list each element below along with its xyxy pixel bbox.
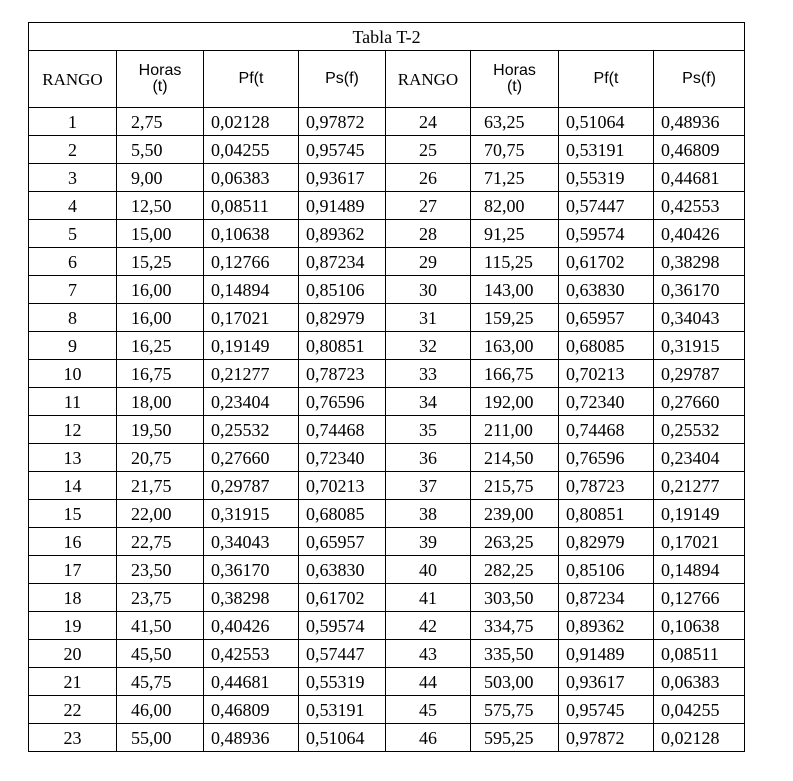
table-row xyxy=(29,332,745,360)
cell-pf: 0,29787 xyxy=(204,472,299,500)
cell-horas: 23,50 xyxy=(117,556,204,584)
cell-ps-2: 0,23404 xyxy=(654,444,745,472)
cell-rango-2: 24 xyxy=(386,108,471,136)
cell-horas: 22,00 xyxy=(117,500,204,528)
cell-ps-2: 0,34043 xyxy=(654,304,745,332)
cell-pf: 0,14894 xyxy=(204,276,299,304)
cell-ps: 0,82979 xyxy=(299,304,386,332)
cell-pf: 0,34043 xyxy=(204,528,299,556)
table-row xyxy=(29,472,745,500)
cell-rango: 15 xyxy=(29,500,117,528)
cell-pf: 0,36170 xyxy=(204,556,299,584)
cell-horas-2: 282,25 xyxy=(471,556,559,584)
table-row xyxy=(29,388,745,416)
table-row xyxy=(29,640,745,668)
cell-ps-2: 0,27660 xyxy=(654,388,745,416)
cell-pf-2: 0,74468 xyxy=(559,416,654,444)
cell-rango-2: 37 xyxy=(386,472,471,500)
cell-pf-2: 0,93617 xyxy=(559,668,654,696)
cell-horas: 18,00 xyxy=(117,388,204,416)
table-row xyxy=(29,724,745,752)
cell-horas-2: 143,00 xyxy=(471,276,559,304)
cell-ps: 0,76596 xyxy=(299,388,386,416)
cell-horas: 55,00 xyxy=(117,724,204,752)
table-row xyxy=(29,668,745,696)
data-table xyxy=(28,22,745,752)
cell-horas-2: 263,25 xyxy=(471,528,559,556)
cell-ps-2: 0,48936 xyxy=(654,108,745,136)
cell-horas-2: 214,50 xyxy=(471,444,559,472)
cell-horas-2: 70,75 xyxy=(471,136,559,164)
cell-horas-2: 334,75 xyxy=(471,612,559,640)
cell-horas-2: 239,00 xyxy=(471,500,559,528)
cell-horas: 16,75 xyxy=(117,360,204,388)
cell-rango: 12 xyxy=(29,416,117,444)
cell-ps: 0,78723 xyxy=(299,360,386,388)
header-horas-line2: (t) xyxy=(152,78,168,95)
cell-rango-2: 36 xyxy=(386,444,471,472)
cell-pf: 0,19149 xyxy=(204,332,299,360)
cell-pf-2: 0,63830 xyxy=(559,276,654,304)
table-row xyxy=(29,360,745,388)
cell-rango: 4 xyxy=(29,192,117,220)
header-rango-2: RANGO xyxy=(386,51,471,108)
header-horas-line1: Horas xyxy=(138,62,182,79)
table-row xyxy=(29,612,745,640)
cell-pf-2: 0,80851 xyxy=(559,500,654,528)
cell-rango: 7 xyxy=(29,276,117,304)
cell-horas-2: 211,00 xyxy=(471,416,559,444)
cell-pf-2: 0,82979 xyxy=(559,528,654,556)
cell-ps: 0,51064 xyxy=(299,724,386,752)
cell-horas: 12,50 xyxy=(117,192,204,220)
cell-rango: 22 xyxy=(29,696,117,724)
table-row xyxy=(29,528,745,556)
cell-ps-2: 0,36170 xyxy=(654,276,745,304)
cell-pf-2: 0,68085 xyxy=(559,332,654,360)
table-row xyxy=(29,304,745,332)
cell-rango-2: 32 xyxy=(386,332,471,360)
cell-ps-2: 0,42553 xyxy=(654,192,745,220)
cell-horas-2: 503,00 xyxy=(471,668,559,696)
cell-ps: 0,65957 xyxy=(299,528,386,556)
cell-horas: 9,00 xyxy=(117,164,204,192)
cell-pf-2: 0,61702 xyxy=(559,248,654,276)
cell-horas: 22,75 xyxy=(117,528,204,556)
cell-rango-2: 34 xyxy=(386,388,471,416)
cell-rango: 3 xyxy=(29,164,117,192)
cell-rango: 21 xyxy=(29,668,117,696)
cell-rango-2: 30 xyxy=(386,276,471,304)
header-rango: RANGO xyxy=(29,51,117,108)
cell-rango: 20 xyxy=(29,640,117,668)
cell-rango: 19 xyxy=(29,612,117,640)
header-pf: Pf(t xyxy=(204,51,299,108)
cell-rango: 2 xyxy=(29,136,117,164)
cell-pf: 0,40426 xyxy=(204,612,299,640)
cell-rango: 14 xyxy=(29,472,117,500)
cell-rango-2: 42 xyxy=(386,612,471,640)
cell-pf-2: 0,85106 xyxy=(559,556,654,584)
cell-rango-2: 41 xyxy=(386,584,471,612)
cell-pf: 0,25532 xyxy=(204,416,299,444)
cell-horas-2: 159,25 xyxy=(471,304,559,332)
cell-rango: 11 xyxy=(29,388,117,416)
cell-horas: 45,50 xyxy=(117,640,204,668)
cell-rango-2: 46 xyxy=(386,724,471,752)
cell-rango-2: 45 xyxy=(386,696,471,724)
cell-pf: 0,31915 xyxy=(204,500,299,528)
cell-rango: 6 xyxy=(29,248,117,276)
cell-pf-2: 0,87234 xyxy=(559,584,654,612)
cell-pf: 0,12766 xyxy=(204,248,299,276)
cell-horas-2: 215,75 xyxy=(471,472,559,500)
cell-rango-2: 31 xyxy=(386,304,471,332)
cell-pf-2: 0,89362 xyxy=(559,612,654,640)
cell-pf-2: 0,59574 xyxy=(559,220,654,248)
cell-horas-2: 115,25 xyxy=(471,248,559,276)
cell-ps-2: 0,46809 xyxy=(654,136,745,164)
table-row xyxy=(29,444,745,472)
cell-horas: 16,00 xyxy=(117,304,204,332)
cell-rango-2: 33 xyxy=(386,360,471,388)
cell-ps: 0,72340 xyxy=(299,444,386,472)
cell-ps-2: 0,06383 xyxy=(654,668,745,696)
cell-rango-2: 27 xyxy=(386,192,471,220)
cell-ps: 0,93617 xyxy=(299,164,386,192)
cell-horas-2: 192,00 xyxy=(471,388,559,416)
cell-horas: 41,50 xyxy=(117,612,204,640)
title-row xyxy=(29,23,745,51)
cell-pf-2: 0,55319 xyxy=(559,164,654,192)
table-row xyxy=(29,108,745,136)
cell-rango: 1 xyxy=(29,108,117,136)
cell-ps-2: 0,44681 xyxy=(654,164,745,192)
cell-horas-2: 575,75 xyxy=(471,696,559,724)
cell-horas-2: 166,75 xyxy=(471,360,559,388)
cell-pf: 0,21277 xyxy=(204,360,299,388)
cell-horas: 15,00 xyxy=(117,220,204,248)
table-row xyxy=(29,416,745,444)
cell-horas: 15,25 xyxy=(117,248,204,276)
cell-pf: 0,17021 xyxy=(204,304,299,332)
cell-rango: 10 xyxy=(29,360,117,388)
cell-ps: 0,91489 xyxy=(299,192,386,220)
cell-ps: 0,53191 xyxy=(299,696,386,724)
cell-pf-2: 0,76596 xyxy=(559,444,654,472)
table-row xyxy=(29,556,745,584)
cell-rango-2: 28 xyxy=(386,220,471,248)
table-row xyxy=(29,500,745,528)
cell-rango: 18 xyxy=(29,584,117,612)
table-row xyxy=(29,584,745,612)
cell-pf: 0,06383 xyxy=(204,164,299,192)
cell-pf-2: 0,51064 xyxy=(559,108,654,136)
cell-ps-2: 0,31915 xyxy=(654,332,745,360)
header-ps: Ps(f) xyxy=(299,51,386,108)
cell-horas-2: 82,00 xyxy=(471,192,559,220)
cell-rango: 16 xyxy=(29,528,117,556)
cell-rango: 5 xyxy=(29,220,117,248)
cell-rango: 13 xyxy=(29,444,117,472)
cell-horas: 45,75 xyxy=(117,668,204,696)
cell-ps: 0,61702 xyxy=(299,584,386,612)
cell-ps: 0,85106 xyxy=(299,276,386,304)
cell-horas: 21,75 xyxy=(117,472,204,500)
cell-ps: 0,95745 xyxy=(299,136,386,164)
cell-pf-2: 0,53191 xyxy=(559,136,654,164)
cell-ps-2: 0,10638 xyxy=(654,612,745,640)
header-horas-2 xyxy=(471,51,559,108)
cell-horas: 46,00 xyxy=(117,696,204,724)
cell-ps: 0,89362 xyxy=(299,220,386,248)
cell-pf: 0,48936 xyxy=(204,724,299,752)
cell-rango-2: 25 xyxy=(386,136,471,164)
header-pf-2: Pf(t xyxy=(559,51,654,108)
cell-horas-2: 335,50 xyxy=(471,640,559,668)
cell-pf-2: 0,72340 xyxy=(559,388,654,416)
cell-ps-2: 0,04255 xyxy=(654,696,745,724)
cell-horas: 16,25 xyxy=(117,332,204,360)
cell-ps: 0,57447 xyxy=(299,640,386,668)
cell-rango-2: 40 xyxy=(386,556,471,584)
cell-pf: 0,23404 xyxy=(204,388,299,416)
header-ps-2: Ps(f) xyxy=(654,51,745,108)
cell-pf-2: 0,57447 xyxy=(559,192,654,220)
cell-rango-2: 35 xyxy=(386,416,471,444)
header-row xyxy=(29,51,745,108)
cell-horas: 5,50 xyxy=(117,136,204,164)
cell-pf: 0,08511 xyxy=(204,192,299,220)
cell-horas: 19,50 xyxy=(117,416,204,444)
cell-pf: 0,27660 xyxy=(204,444,299,472)
cell-rango: 17 xyxy=(29,556,117,584)
cell-ps-2: 0,29787 xyxy=(654,360,745,388)
cell-horas-2: 303,50 xyxy=(471,584,559,612)
cell-horas-2: 595,25 xyxy=(471,724,559,752)
cell-ps: 0,59574 xyxy=(299,612,386,640)
cell-horas: 2,75 xyxy=(117,108,204,136)
cell-ps-2: 0,08511 xyxy=(654,640,745,668)
cell-ps-2: 0,40426 xyxy=(654,220,745,248)
cell-pf: 0,38298 xyxy=(204,584,299,612)
cell-ps: 0,68085 xyxy=(299,500,386,528)
cell-ps: 0,74468 xyxy=(299,416,386,444)
cell-ps: 0,55319 xyxy=(299,668,386,696)
cell-pf: 0,02128 xyxy=(204,108,299,136)
cell-horas-2: 91,25 xyxy=(471,220,559,248)
header-horas-2-line1: Horas xyxy=(493,62,536,79)
cell-pf-2: 0,78723 xyxy=(559,472,654,500)
cell-pf: 0,10638 xyxy=(204,220,299,248)
cell-ps: 0,70213 xyxy=(299,472,386,500)
cell-rango-2: 26 xyxy=(386,164,471,192)
cell-ps-2: 0,02128 xyxy=(654,724,745,752)
cell-ps: 0,97872 xyxy=(299,108,386,136)
table-row xyxy=(29,248,745,276)
cell-pf-2: 0,91489 xyxy=(559,640,654,668)
cell-ps: 0,63830 xyxy=(299,556,386,584)
cell-horas: 20,75 xyxy=(117,444,204,472)
cell-horas-2: 163,00 xyxy=(471,332,559,360)
cell-rango-2: 44 xyxy=(386,668,471,696)
table-row xyxy=(29,164,745,192)
cell-pf-2: 0,65957 xyxy=(559,304,654,332)
cell-horas: 16,00 xyxy=(117,276,204,304)
cell-rango-2: 43 xyxy=(386,640,471,668)
cell-horas: 23,75 xyxy=(117,584,204,612)
cell-ps-2: 0,14894 xyxy=(654,556,745,584)
cell-ps-2: 0,19149 xyxy=(654,500,745,528)
cell-pf: 0,42553 xyxy=(204,640,299,668)
cell-ps: 0,87234 xyxy=(299,248,386,276)
cell-ps-2: 0,25532 xyxy=(654,416,745,444)
cell-ps: 0,80851 xyxy=(299,332,386,360)
table-body xyxy=(29,108,745,752)
cell-ps-2: 0,12766 xyxy=(654,584,745,612)
table-row xyxy=(29,220,745,248)
header-horas xyxy=(117,51,204,108)
cell-pf: 0,46809 xyxy=(204,696,299,724)
cell-rango: 9 xyxy=(29,332,117,360)
cell-pf-2: 0,97872 xyxy=(559,724,654,752)
cell-ps-2: 0,17021 xyxy=(654,528,745,556)
table-row xyxy=(29,696,745,724)
cell-pf-2: 0,70213 xyxy=(559,360,654,388)
table-title: Tabla T-2 xyxy=(29,23,745,51)
cell-horas-2: 71,25 xyxy=(471,164,559,192)
cell-ps-2: 0,38298 xyxy=(654,248,745,276)
table-row xyxy=(29,136,745,164)
cell-rango: 8 xyxy=(29,304,117,332)
header-horas-2-line2: (t) xyxy=(506,78,523,95)
cell-pf-2: 0,95745 xyxy=(559,696,654,724)
cell-rango-2: 39 xyxy=(386,528,471,556)
cell-pf: 0,04255 xyxy=(204,136,299,164)
table-row xyxy=(29,276,745,304)
table-row xyxy=(29,192,745,220)
cell-pf: 0,44681 xyxy=(204,668,299,696)
cell-horas-2: 63,25 xyxy=(471,108,559,136)
cell-rango: 23 xyxy=(29,724,117,752)
cell-rango-2: 29 xyxy=(386,248,471,276)
cell-rango-2: 38 xyxy=(386,500,471,528)
cell-ps-2: 0,21277 xyxy=(654,472,745,500)
